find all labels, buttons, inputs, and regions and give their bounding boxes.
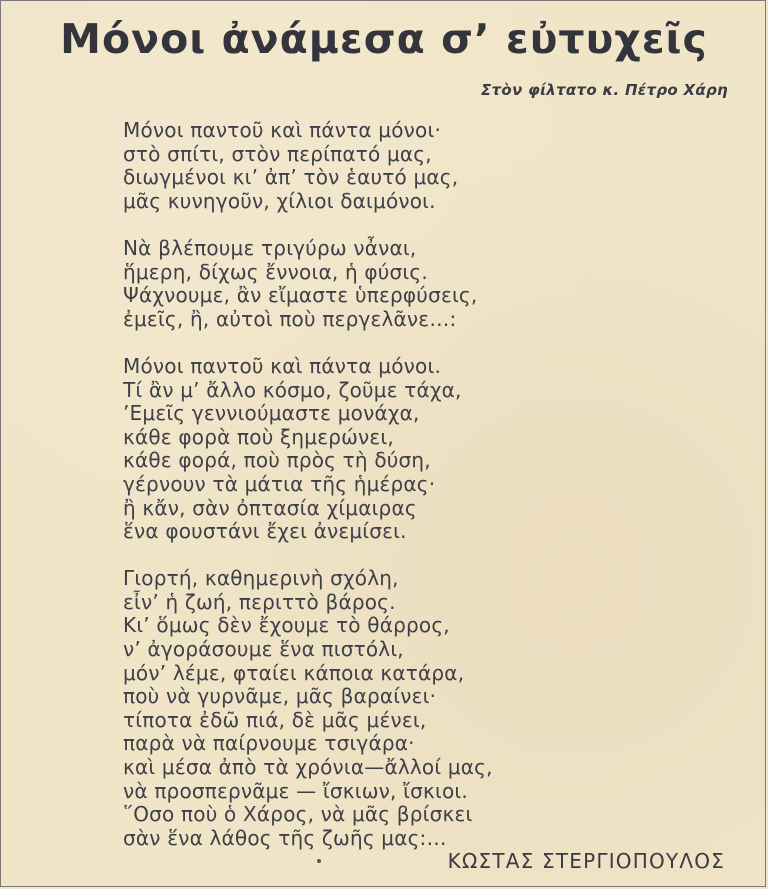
poem-line: ῞Οσο ποὺ ὁ Χάρος, νὰ μᾶς βρίσκει [123, 802, 473, 827]
stanza [123, 119, 493, 213]
print-speck [317, 859, 321, 863]
poem-line: ἕνα φουστάνι ἔχει ἀνεμίσει. [123, 519, 407, 544]
poem-line: Τί ἂν μ’ ἄλλο κόσμο, ζοῦμε τάχα, [123, 377, 462, 402]
poem-line: ἐμεῖς, ἢ, αὐτοὶ ποὺ περγελᾶνε…: [123, 306, 457, 331]
poem-line: στὸ σπίτι, στὸν περίπατό μας, [123, 141, 432, 166]
poem-line: γέρνουν τὰ μάτια τῆς ἡμέρας· [123, 471, 436, 496]
poem-line: Ψάχνουμε, ἂν εἴμαστε ὑπερφύσεις, [123, 283, 478, 308]
poem-line: Κι’ ὅμως δὲν ἔχουμε τὸ θάρρος, [123, 613, 450, 638]
poem-line: Γιορτή, καθημερινὴ σχόλη, [123, 566, 399, 591]
poem-title: Μόνοι ἀνάμεσα σ’ εὐτυχεῖς [60, 15, 708, 63]
poem-line: Νὰ βλέπουμε τριγύρω νἆναι, [123, 235, 417, 260]
poem-line: ἢ κἄν, σὰν ὀπτασία χίμαιρας [123, 495, 417, 520]
poem-line: Μόνοι παντοῦ καὶ πάντα μόνοι· [123, 118, 441, 142]
poem-line: διωγμένοι κι’ ἀπ’ τὸν ἑαυτό μας, [123, 165, 459, 190]
poem-body [123, 119, 493, 850]
stanza [123, 567, 493, 850]
poem-line: παρὰ νὰ παίρνουμε τσιγάρα· [123, 731, 415, 756]
poem-line: ’Εμεῖς γεννιούμαστε μονάχα, [123, 401, 420, 426]
poem-line: ν’ ἀγοράσουμε ἕνα πιστόλι, [123, 637, 404, 662]
author-signature: ΚΩΣΤΑΣ ΣΤΕΡΓΙΟΠΟΥΛΟΣ [447, 849, 725, 873]
stanza [123, 237, 493, 331]
poem-line: σὰν ἕνα λάθος τῆς ζωῆς μας:… [123, 825, 447, 850]
stanza [123, 355, 493, 544]
poem-line: μᾶς κυνηγοῦν, χίλιοι δαιμόνοι. [123, 188, 436, 213]
poem-line: καὶ μέσα ἀπὸ τὰ χρόνια—ἄλλοί μας, [123, 755, 493, 780]
dedication: Στὸν φίλτατο κ. Πέτρο Χάρη [480, 81, 728, 99]
poem-line: κάθε φορὰ ποὺ ξημερώνει, [123, 424, 394, 449]
poem-line: Μόνοι παντοῦ καὶ πάντα μόνοι. [123, 353, 441, 378]
poem-line: κάθε φορά, ποὺ πρὸς τὴ δύση, [123, 448, 431, 473]
poem-line: εἶν’ ἡ ζωή, περιττὸ βάρος. [123, 589, 396, 614]
poem-line: νὰ προσπερνᾶμε — ἴσκιων, ἴσκιοι. [123, 778, 468, 803]
poem-line: μόν’ λέμε, φταίει κάποια κατάρα, [123, 660, 465, 685]
poem-line: ποὺ νὰ γυρνᾶμε, μᾶς βαραίνει· [123, 684, 437, 709]
poem-line: ἥμερη, δίχως ἔννοια, ἡ φύσις. [123, 259, 428, 284]
poem-line: τίποτα ἐδῶ πιά, δὲ μᾶς μένει, [123, 707, 427, 732]
